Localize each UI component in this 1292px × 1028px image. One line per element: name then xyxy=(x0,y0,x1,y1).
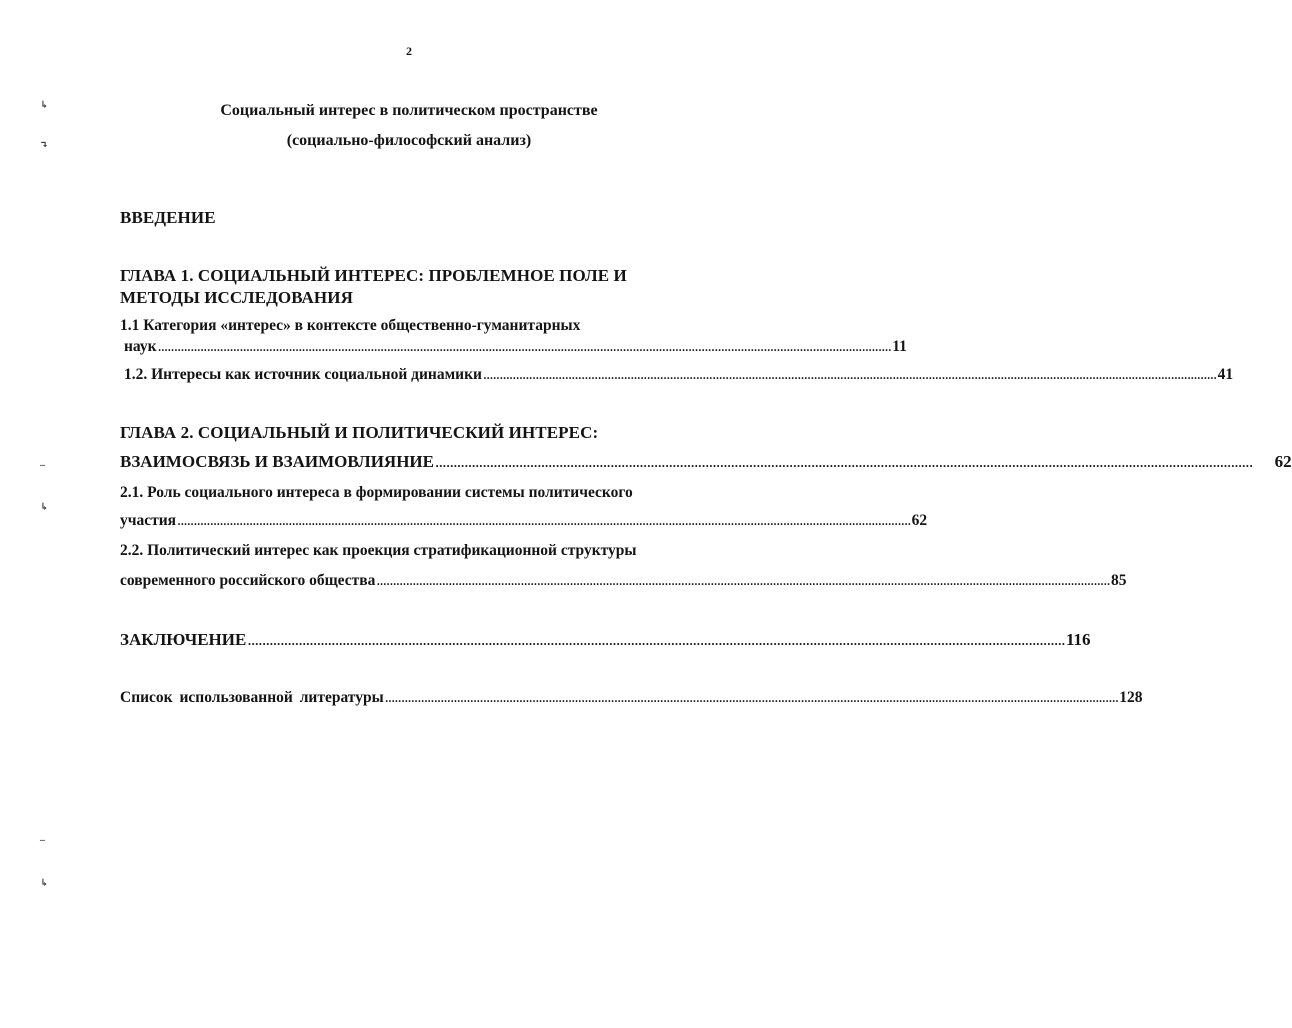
toc-bibliography-row xyxy=(120,689,1143,707)
document-title: Социальный интерес в политическом пространстве xyxy=(220,102,598,119)
leader-dots: ................................................................................................................................................................................................................................ xyxy=(384,689,1119,706)
scan-mark-icon: ↳ xyxy=(40,100,49,111)
toc-conclusion-row xyxy=(120,630,1091,650)
toc-chapter-1-title: ГЛАВА 1. СОЦИАЛЬНЫЙ ИНТЕРЕС: ПРОБЛЕМНОЕ ПОЛЕ И xyxy=(120,266,627,285)
leader-dots: ................................................................................................................................................................................................................................ xyxy=(157,338,892,355)
toc-conclusion-page: 116 xyxy=(1065,630,1091,649)
toc-section-2-2-label: современного российского общества xyxy=(120,572,376,589)
toc-section-2-1-page: 62 xyxy=(911,512,928,529)
scan-mark-icon: ↴ xyxy=(40,140,49,151)
toc-section-1-1-row xyxy=(124,338,907,356)
toc-section-1-1-title: 1.1 Категория «интерес» в контексте общественно-гуманитарных xyxy=(120,317,581,334)
toc-section-2-2-page: 85 xyxy=(1110,572,1127,589)
toc-conclusion-label: ЗАКЛЮЧЕНИЕ xyxy=(120,630,247,649)
toc-chapter-2-label: ВЗАИМОСВЯЗЬ И ВЗАИМОВЛИЯНИЕ xyxy=(120,452,434,471)
toc-chapter-2-page: 62 xyxy=(1274,452,1292,471)
leader-dots: ................................................................................................................................................................................................................................ xyxy=(177,512,911,529)
leader-dots: ................................................................................................................................................................................................................................ xyxy=(482,366,1217,383)
toc-section-1-2-row xyxy=(124,366,1234,384)
toc-section-1-1-label: наук xyxy=(124,338,157,355)
toc-chapter-2-row xyxy=(120,452,1292,472)
toc-chapter-1-title-cont: МЕТОДЫ ИССЛЕДОВАНИЯ xyxy=(120,288,353,307)
toc-section-2-1-row xyxy=(120,512,928,530)
toc-section-2-1-label: участия xyxy=(120,512,177,529)
toc-section-1-2-label: 1.2. Интересы как источник социальной динамики xyxy=(124,366,482,383)
scan-mark-icon: ↳ xyxy=(40,502,49,513)
toc-section-1-2-page: 41 xyxy=(1217,366,1234,383)
toc-chapter-2-title: ГЛАВА 2. СОЦИАЛЬНЫЙ И ПОЛИТИЧЕСКИЙ ИНТЕРЕС: xyxy=(120,423,599,442)
leader-dots: ................................................................................................................................................................................................................................ xyxy=(376,572,1110,589)
toc-section-2-1-title: 2.1. Роль социального интереса в формировании системы политического xyxy=(120,484,633,501)
leader-dots: ................................................................................................................................................................................................................................ xyxy=(435,452,1253,471)
scan-mark-icon: – xyxy=(40,835,45,846)
scan-mark-icon: – xyxy=(40,460,45,471)
document-subtitle: (социально-философский анализ) xyxy=(286,132,532,149)
toc-introduction: ВВЕДЕНИЕ xyxy=(120,208,216,227)
leader-dots: ................................................................................................................................................................................................................................ xyxy=(247,630,1065,649)
toc-bibliography-page: 128 xyxy=(1119,689,1143,706)
toc-section-2-2-row xyxy=(120,572,1127,590)
toc-section-1-1-page: 11 xyxy=(892,338,907,355)
page-number: 2 xyxy=(406,44,412,58)
scan-mark-icon: ↳ xyxy=(40,878,49,889)
toc-section-2-2-title: 2.2. Политический интерес как проекция стратификационной структуры xyxy=(120,542,637,559)
toc-bibliography-label: Список использованной литературы xyxy=(120,689,384,706)
